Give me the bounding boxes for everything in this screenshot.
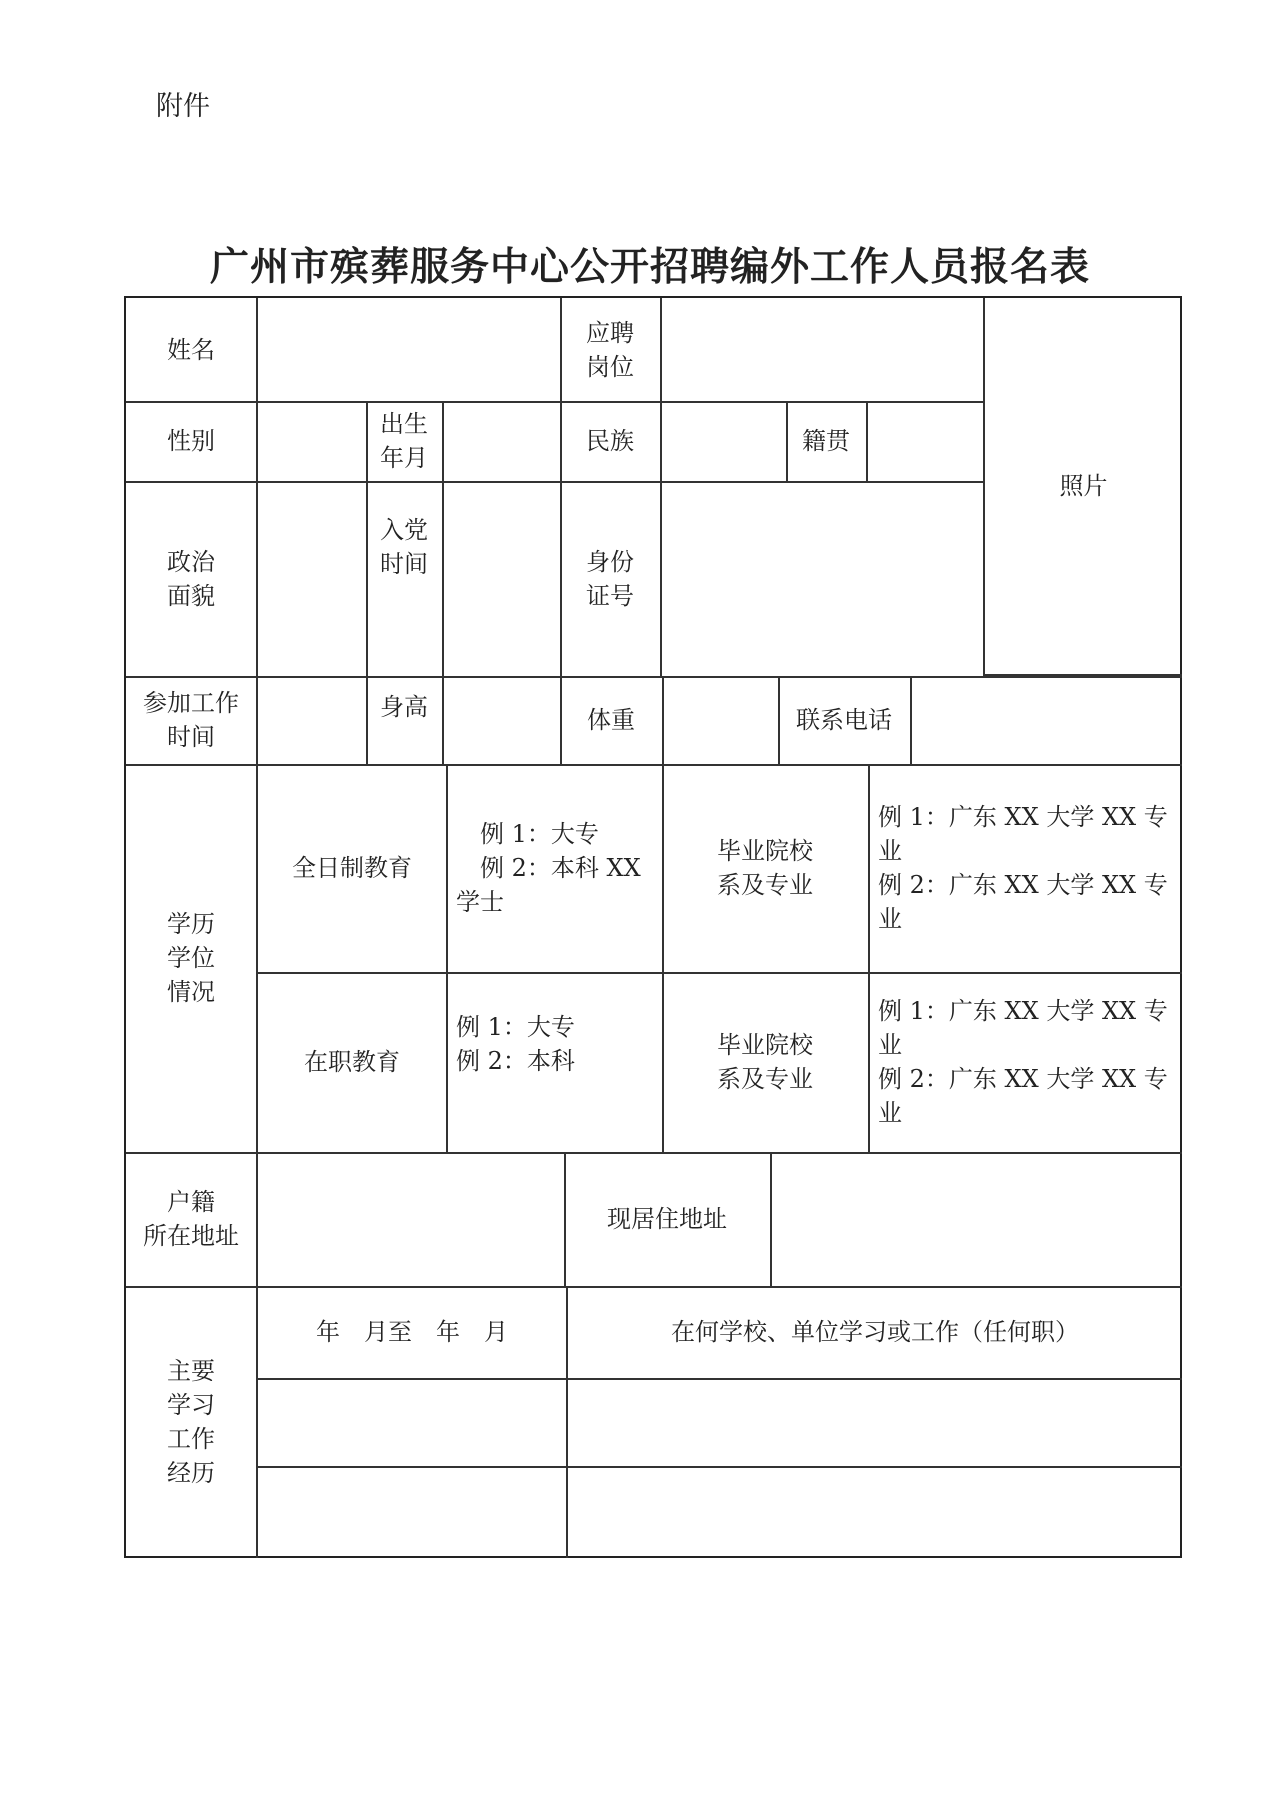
- phone-input[interactable]: [912, 676, 1182, 764]
- experience-period-input-2[interactable]: [258, 1468, 566, 1558]
- label-work-start: 参加工作 时间: [143, 689, 239, 751]
- parttime-degree-example[interactable]: 例 1：大专 例 2：本科: [456, 1013, 575, 1075]
- native-place-input[interactable]: [868, 401, 983, 481]
- label-position: 应聘 岗位: [586, 318, 634, 381]
- label-native-place: 籍贯: [802, 427, 850, 455]
- name-input[interactable]: [258, 298, 560, 401]
- party-join-date-input[interactable]: [444, 481, 560, 676]
- height-input[interactable]: [444, 676, 560, 764]
- label-name: 姓名: [167, 335, 215, 364]
- household-input[interactable]: [258, 1152, 564, 1286]
- label-fulltime-edu: 全日制教育: [292, 854, 412, 882]
- fulltime-school-example[interactable]: 例 1：广东 XX 大学 XX 专 业 例 2：广东 XX 大学 XX 专 业: [878, 803, 1168, 933]
- current-address-input[interactable]: [772, 1152, 1182, 1286]
- work-start-input[interactable]: [258, 676, 366, 764]
- ethnicity-input[interactable]: [662, 401, 786, 481]
- parttime-school-example[interactable]: 例 1：广东 XX 大学 XX 专 业 例 2：广东 XX 大学 XX 专 业: [878, 997, 1168, 1127]
- experience-detail-input-2[interactable]: [568, 1468, 1182, 1558]
- label-height: 身高: [380, 693, 428, 721]
- photo-box[interactable]: 照片: [1059, 472, 1108, 500]
- weight-input[interactable]: [664, 676, 778, 764]
- experience-detail-input-1[interactable]: [568, 1380, 1182, 1466]
- label-id-number: 身份 证号: [586, 547, 634, 610]
- label-experience: 主要 学习 工作 经历: [167, 1357, 215, 1487]
- label-school-major-1: 毕业院校 系及专业: [717, 837, 813, 899]
- label-ethnicity: 民族: [586, 427, 634, 455]
- id-number-input[interactable]: [662, 481, 983, 676]
- political-status-input[interactable]: [258, 481, 366, 676]
- form-title: 广州市殡葬服务中心公开招聘编外工作人员报名表: [209, 244, 1090, 290]
- label-education: 学历 学位 情况: [167, 910, 215, 1006]
- label-gender: 性别: [167, 427, 215, 455]
- label-birth: 出生 年月: [380, 410, 428, 472]
- label-phone: 联系电话: [796, 706, 892, 734]
- birth-input[interactable]: [444, 401, 560, 481]
- label-household: 户籍 所在地址: [143, 1188, 239, 1250]
- registration-form-table: [124, 296, 1182, 1558]
- fulltime-degree-example[interactable]: 例 1：大专 例 2：本科 XX 学士: [456, 820, 641, 916]
- label-school-major-2: 毕业院校 系及专业: [717, 1031, 813, 1093]
- position-input[interactable]: [662, 298, 983, 401]
- label-where: 在何学校、单位学习或工作（任何职）: [671, 1318, 1079, 1346]
- experience-period-input-1[interactable]: [258, 1380, 566, 1466]
- label-current-address: 现居住地址: [607, 1205, 727, 1233]
- gender-input[interactable]: [258, 401, 366, 481]
- label-period: 年 月至 年 月: [316, 1318, 508, 1346]
- label-party-join-date: 入党 时间: [380, 516, 428, 578]
- label-political-status: 政治 面貌: [167, 547, 215, 610]
- attachment-label: 附件: [156, 91, 210, 122]
- label-weight: 体重: [587, 706, 635, 734]
- label-parttime-edu: 在职教育: [304, 1048, 400, 1076]
